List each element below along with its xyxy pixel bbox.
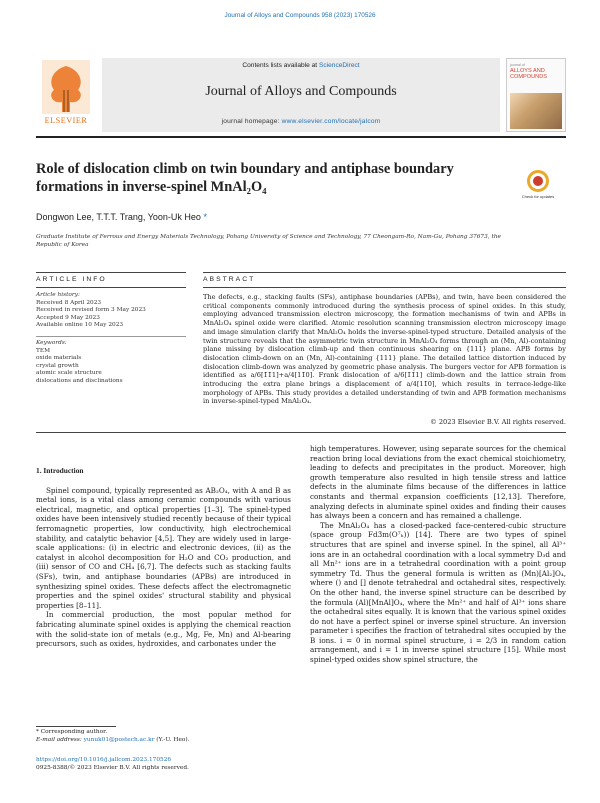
intro-paragraph: The MnAl₂O₄ has a closed-packed face-centered-cubic structure (space group Fd3̄m(O⁷ₕ)) [14]. There are two types of spinel structures that are spinel and inverse spinel. In the spinel, all Al³⁺ ions are in an octahedral coordination with a local symmetry D₃d and all Mn²⁺ ions are in a tetrahedral coordination with a point group symmetry Td. Thus the general formula is written as (Mn)[Al₂]O₄, where () and [] denote tetrahedral and octahedral sites, respectively. On the other hand, the inverse spinel structure can be described by the formula (Al)[MnAl]O₄, where the Mn²⁺ and half of Al³⁺ ions share the octahedral sites equally. It is known that the various spinel oxides do not have a perfect spinel or inverse spinel structure. An inversion parameter i specifies the fraction of tetrahedral sites occupied by the B ions. i = 0 in normal spinel structure, i = 2/3 in random cation arrangement, and i = 1 in inverse spinel structure [15]. While most spinel-typed oxides show spinel structure, the [310, 520, 566, 665]
abstract-copyright: © 2023 Elsevier B.V. All rights reserved. [430, 418, 566, 426]
email-note [36, 737, 190, 744]
cover-top-text: journal of [510, 63, 525, 67]
title-block [36, 160, 476, 196]
author-list [36, 212, 207, 222]
article-history [36, 292, 186, 330]
homepage-line [102, 118, 500, 125]
intro-paragraph: high temperatures. However, using separate sources for the chemical reaction bring local deviations from the exact chemical stoichiometry, leading to defects and precipitates in the product. Moreover, high growth temperature also resulted in high tensile stress and lattice defects in the aluminate films because of the differences in lattice constants and thermal expansion coefficients [12,13]. Therefore, analyzing defects in aluminate spinel oxides and finding their causes has always been a concern and has remained a challenge. [310, 444, 566, 521]
history-item: Accepted 9 May 2023 [36, 314, 100, 321]
author-names: Dongwon Lee, T.T.T. Trang, Yoon-Uk Heo [36, 212, 201, 222]
check-for-updates-badge[interactable] [518, 170, 558, 210]
abstract-rule-top [203, 272, 566, 273]
keyword-item: dislocations and disclinations [36, 377, 123, 384]
affiliation: Graduate Institute of Ferrous and Energy Materials Technology, Pohang University of Science and Technology, 77 Cheongam-Ro, Nam-Gu, Pohang 37673, the Republic of Korea [36, 234, 501, 248]
keywords-label: Keywords: [36, 340, 67, 346]
intro-heading: 1. Introduction [36, 466, 84, 475]
journal-banner [36, 58, 566, 132]
doi-link[interactable]: https://doi.org/10.1016/j.jallcom.2023.170526 [36, 757, 172, 763]
article-info-rule [36, 287, 186, 288]
elsevier-logo[interactable] [36, 58, 96, 132]
homepage-link[interactable]: www.elsevier.com/locate/jalcom [281, 118, 381, 125]
corresponding-author-note: * Corresponding author. [36, 729, 108, 735]
contents-prefix: Contents lists available at [242, 62, 319, 69]
corresponding-author-mark[interactable]: * [203, 212, 207, 222]
email-link[interactable]: yunuk01@postech.ac.kr [83, 737, 155, 743]
elsevier-tree-icon [42, 60, 90, 114]
keywords-block [36, 340, 186, 386]
intro-right-column [310, 444, 566, 665]
intro-paragraph: In commercial production, the most popular method for fabricating aluminate spinel oxides is applying the chemical reaction with the solid-state ion of metals (e.g., Mg, Fe, Mn) and Al-bearing precursors, such as oxides, hydroxides, and carbonates under the [36, 610, 291, 649]
check-for-updates-label: Check for updates [521, 194, 555, 199]
article-info-heading: ARTICLE INFO [36, 276, 107, 283]
keyword-item: oxide materials [36, 355, 82, 362]
keyword-item: TEM [36, 347, 51, 354]
history-item: Received in revised form 3 May 2023 [36, 307, 146, 314]
elsevier-wordmark: ELSEVIER [44, 116, 88, 125]
running-head[interactable]: Journal of Alloys and Compounds 958 (2023) 170526 [224, 12, 376, 19]
abstract-bottom-rule [36, 432, 566, 433]
article-title: Role of dislocation climb on twin boundary and antiphase boundary formations in inverse-spinel MnAl₂O₄ [36, 161, 454, 195]
cover-journal-name: ALLOYS AND COMPOUNDS [510, 68, 547, 80]
email-suffix: (Y.-U. Heo). [154, 737, 190, 743]
keyword-item: crystal growth [36, 362, 79, 369]
info-separator [36, 336, 186, 337]
abstract-text: The defects, e.g., stacking faults (SFs), antiphase boundaries (APBs), and twin, have been considered the critical components commonly introduced during the synthesis process of spinel oxides. In this study, employing advanced transmission electron microscopy, the formation mechanisms of twin and APBs in MnAl₂O₄ spinel oxide were clarified. Atomic resolution scanning transmission electron microscopy image and image simulation clarify that MnAl₂O₄ holds the inverse-spinel-typed structure. Detailed analysis of the twin structure reveals that the asymmetric twin structure in MnAl₂O₄ forms through an (Mn, Al)-containing plane missing by dislocation climb-up and then continuous shearing on {111} plane. APB forms by dislocation climb-down on an (Mn, Al)-containing {111} plane. The detailed lattice distortion induced by dislocation climb-down was analyzed by geometric phase analysis. The burgers vector for APB formation is identified as a/6[1̄1̄1]+a/4[11̄0]. Frank dislocation of a/6[1̄1̄1] climb-down and the lattice strain from introducing the extra plane brings a displacement of a/4[11̄0], which results in terrace-ledge-like morphology of APBs. This study provides a detailed understanding of twin and APB formation mechanisms in inverse-spinel-typed MnAl₂O₄. [203, 293, 566, 406]
intro-paragraph: Spinel compound, typically represented as AB₂O₄, with A and B as metal ions, is a vital class among ceramic compounds with various electrical, magnetic, and optical properties [1–3]. The spinel-typed oxides have been intensively studied recently because of their typical ferromagnetic properties, low conductivity, high electrochemical stability, and catalytic behavior [4,5]. They are widely used in large-scale applications: (i) in electric and electronic devices, (ii) as the catalyst in alcohol decomposition for H₂O and CO₂ production, and (iii) sensor of CO and CH₄ [6,7]. The defects such as stacking faults (SFs), twin, and antiphase boundaries (APBs) are introduced in synthesizing spinel oxides. These defects affect the electromagnetic properties and the spinel oxides' structural stability and physical properties [8–11]. [36, 485, 291, 610]
doi-line [36, 757, 171, 764]
banner-center [102, 58, 500, 132]
journal-cover-thumbnail[interactable] [506, 58, 566, 132]
sciencedirect-link[interactable]: ScienceDirect [318, 62, 360, 69]
cover-art-image [510, 93, 562, 129]
contents-line [102, 62, 500, 69]
banner-divider [36, 136, 566, 138]
history-item: Received 8 April 2023 [36, 299, 102, 306]
intro-left-column [36, 466, 291, 649]
footnote-rule [36, 726, 116, 727]
homepage-prefix: journal homepage: [221, 118, 282, 125]
check-for-updates-icon [527, 170, 549, 192]
email-label: E-mail address: [36, 737, 84, 743]
issn-line: 0925-8388/© 2023 Elsevier B.V. All rights reserved. [36, 765, 189, 771]
abstract-heading: ABSTRACT [203, 276, 256, 283]
journal-title: Journal of Alloys and Compounds [205, 84, 397, 99]
abstract-rule [203, 287, 566, 288]
history-label: Article history: [36, 292, 80, 298]
keyword-item: atomic scale structure [36, 370, 102, 377]
article-info-rule-top [36, 272, 186, 273]
history-item: Available online 10 May 2023 [36, 322, 124, 329]
